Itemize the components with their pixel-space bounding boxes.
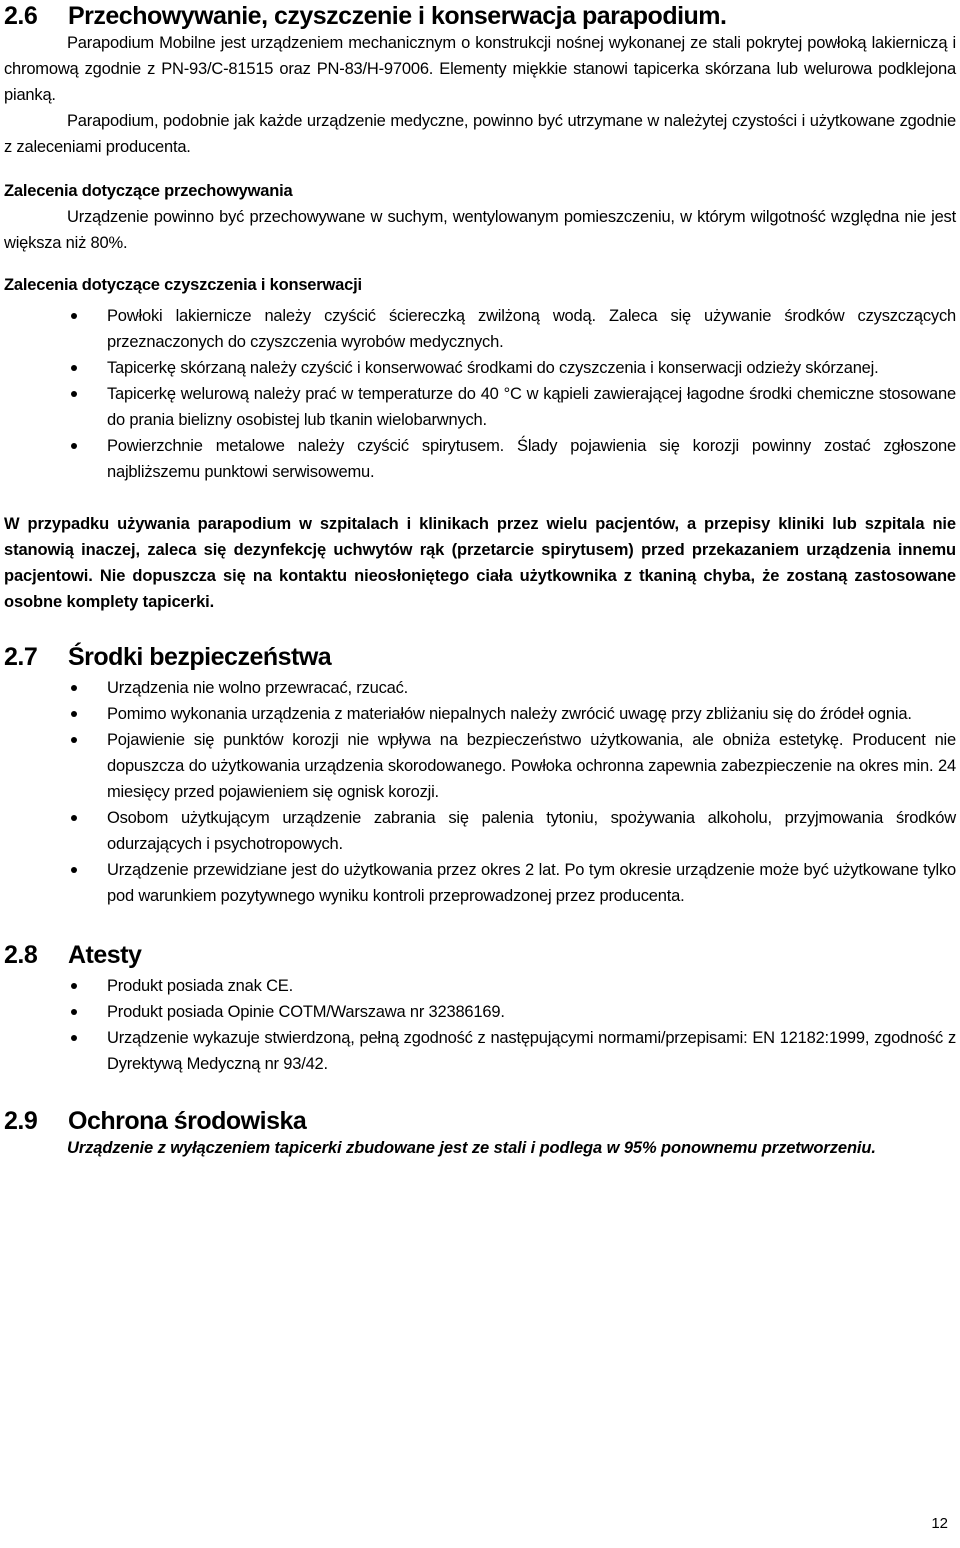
bullet-icon bbox=[71, 815, 77, 821]
document-page bbox=[4, 0, 956, 1161]
list-item: Osobom użytkującym urządzenie zabrania się palenia tytoniu, spożywania alkoholu, przyjmowania środków odurzających i psychotropowych. bbox=[4, 805, 956, 857]
section-title: Środki bezpieczeństwa bbox=[68, 643, 332, 671]
hospital-note-disinfection: W przypadku używania parapodium w szpitalach i klinikach przez wielu pacjentów, a przepisy kliniki lub szpitala nie stanowią inaczej, zaleca się dezynfekcję uchwytów rąk (przetarcie spirytusem) przed przekazaniem urządzenia innemu pacjentowi. bbox=[4, 515, 956, 585]
section-number: 2.8 bbox=[4, 941, 38, 969]
bullet-icon bbox=[71, 1009, 77, 1015]
bullet-icon bbox=[71, 685, 77, 691]
list-item: Pomimo wykonania urządzenia z materiałów niepalnych należy zwrócić uwagę przy zbliżaniu się do źródeł ognia. bbox=[4, 701, 956, 727]
hospital-note bbox=[4, 511, 956, 615]
section-number: 2.9 bbox=[4, 1107, 38, 1135]
list-item: Tapicerkę welurową należy prać w temperaturze do 40 °C w kąpieli zawierającej łagodne środki chemiczne stosowane do prania bielizny osobistej lub tkanin wielobarwnych. bbox=[4, 381, 956, 433]
section-title: Przechowywanie, czyszczenie i konserwacja parapodium. bbox=[68, 2, 727, 30]
list-item: Powłoki lakiernicze należy czyścić ściereczką zwilżoną wodą. Zaleca się używanie środków czyszczących przeznaczonych do czyszczenia wyrobów medycznych. bbox=[4, 303, 956, 355]
section-heading-2-8 bbox=[4, 941, 956, 969]
certificates-list bbox=[4, 973, 956, 1077]
bullet-icon bbox=[71, 391, 77, 397]
bullet-icon bbox=[71, 737, 77, 743]
cleaning-heading: Zalecenia dotyczące czyszczenia i konserwacji bbox=[4, 276, 362, 294]
section-number: 2.7 bbox=[4, 643, 38, 671]
list-item: Tapicerkę skórzaną należy czyścić i konserwować środkami do czyszczenia i konserwacji odzieży skórzanej. bbox=[4, 355, 956, 381]
section-title: Ochrona środowiska bbox=[68, 1107, 307, 1135]
section-title: Atesty bbox=[68, 941, 142, 969]
list-item: Urządzenie przewidziane jest do użytkowania przez okres 2 lat. Po tym okresie urządzenie może być użytkowane tylko pod warunkiem pozytywnego wyniku kontroli przeprowadzonej przez producenta. bbox=[4, 857, 956, 909]
bullet-icon bbox=[71, 443, 77, 449]
bullet-icon bbox=[71, 711, 77, 717]
bullet-icon bbox=[71, 983, 77, 989]
cleaning-list bbox=[4, 303, 956, 485]
page-number: 12 bbox=[931, 1515, 948, 1532]
bullet-icon bbox=[71, 867, 77, 873]
list-item: Produkt posiada Opinie COTM/Warszawa nr 32386169. bbox=[4, 999, 956, 1025]
list-item: Urządzenia nie wolno przewracać, rzucać. bbox=[4, 675, 956, 701]
paragraph-construction: Parapodium Mobilne jest urządzeniem mechanicznym o konstrukcji nośnej wykonanej ze stali pokrytej powłoką lakierniczą i chromową zgodnie z PN-93/C-81515 oraz PN-83/H-97006. Elementy miękkie stanowi tapicerka skórzana lub welurowa podklejona pianką. bbox=[4, 34, 956, 104]
section-heading-2-6 bbox=[4, 2, 956, 30]
list-item: Pojawienie się punktów korozji nie wpływa na bezpieczeństwo użytkowania, ale obniża estetykę. Producent nie dopuszcza do użytkowania urządzenia skorodowanego. Powłoka ochronna zapewnia zabezpieczenie na okres min. 24 miesięcy przed pojawieniem się ognisk korozji. bbox=[4, 727, 956, 805]
bullet-icon bbox=[71, 313, 77, 319]
list-item: Produkt posiada znak CE. bbox=[4, 973, 956, 999]
section-heading-2-9 bbox=[4, 1107, 956, 1135]
section-number: 2.6 bbox=[4, 2, 38, 30]
list-item: Urządzenie wykazuje stwierdzoną, pełną zgodność z następującymi normami/przepisami: EN 12182:1999, zgodność z Dyrektywą Medyczną nr 93/42. bbox=[4, 1025, 956, 1077]
storage-text: Urządzenie powinno być przechowywane w suchym, wentylowanym pomieszczeniu, w którym wilgotność względna nie jest większa niż 80%. bbox=[4, 208, 956, 252]
section-heading-2-7 bbox=[4, 643, 956, 671]
paragraph-cleanliness: Parapodium, podobnie jak każde urządzenie medyczne, powinno być utrzymane w należytej czystości i użytkowane zgodnie z zaleceniami producenta. bbox=[4, 112, 956, 156]
bullet-icon bbox=[71, 365, 77, 371]
list-item: Powierzchnie metalowe należy czyścić spirytusem. Ślady pojawienia się korozji powinny zostać zgłoszone najbliższemu punktowi serwisowemu. bbox=[4, 433, 956, 485]
safety-list bbox=[4, 675, 956, 909]
hospital-note-upholstery: Nie dopuszcza się na kontaktu nieosłoniętego ciała użytkownika z tkaniną chyba, że zostaną zastosowane osobne komplety tapicerki. bbox=[4, 567, 956, 611]
bullet-icon bbox=[71, 1035, 77, 1041]
storage-heading: Zalecenia dotyczące przechowywania bbox=[4, 182, 293, 200]
environment-text: Urządzenie z wyłączeniem tapicerki zbudowane jest ze stali i podlega w 95% ponownemu przetworzeniu. bbox=[67, 1139, 876, 1157]
